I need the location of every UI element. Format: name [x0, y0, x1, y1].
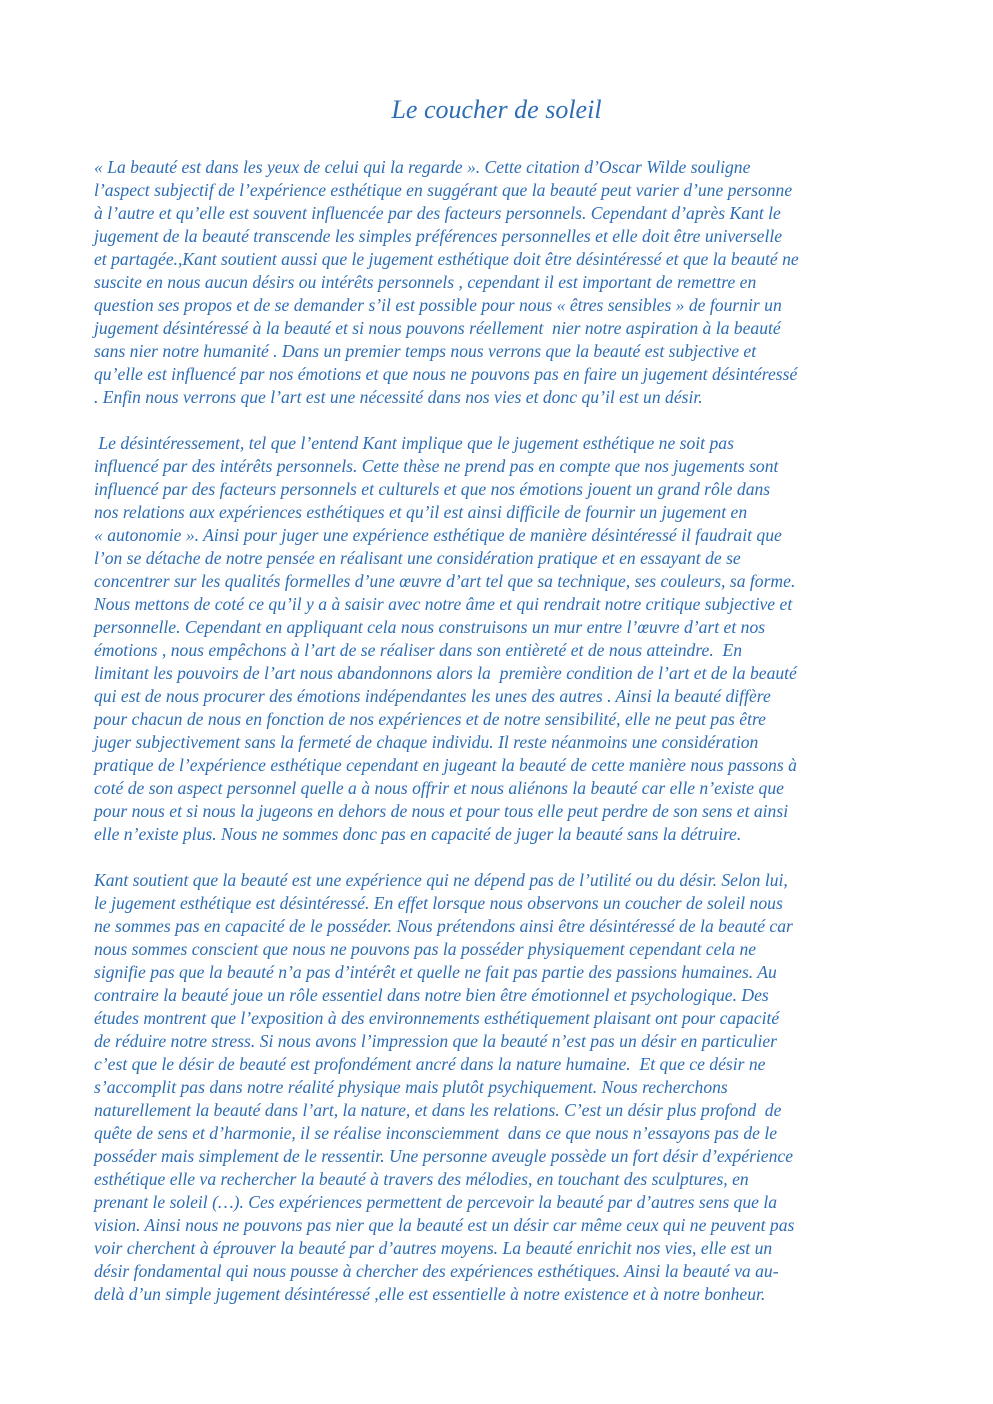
text-line: suscite en nous aucun désirs ou intérêts personnels , cependant il est important de remettre en	[94, 272, 757, 292]
text-line: elle n’existe plus. Nous ne sommes donc pas en capacité de juger la beauté sans la détruire.	[94, 824, 742, 844]
text-line: le jugement esthétique est désintéressé. En effet lorsque nous observons un coucher de soleil nous	[94, 893, 783, 913]
text-line: jugement désintéressé à la beauté et si nous pouvons réellement nier notre aspiration à la beauté	[94, 318, 781, 338]
text-line: influencé par des intérêts personnels. Cette thèse ne prend pas en compte que nos jugements sont	[94, 456, 779, 476]
text-line: pour nous et si nous la jugeons en dehors de nous et pour tous elle peut perdre de son sens et ainsi	[94, 801, 789, 821]
paragraph-introduction	[94, 156, 894, 409]
text-line: vision. Ainsi nous ne pouvons pas nier que la beauté est un désir car même ceux qui ne peuvent pas	[94, 1215, 795, 1235]
text-line: l’on se détache de notre pensée en réalisant une considération pratique et en essayant de se	[94, 548, 741, 568]
text-line: question ses propos et de se demander s’il est possible pour nous « êtres sensibles » de fournir un	[94, 295, 782, 315]
text-line: Nous mettons de coté ce qu’il y a à saisir avec notre âme et qui rendrait notre critique subjective et	[94, 594, 793, 614]
text-line: de réduire notre stress. Si nous avons l’impression que la beauté n’est pas un désir en particulier	[94, 1031, 777, 1051]
text-line: s’accomplit pas dans notre réalité physique mais plutôt psychiquement. Nous recherchons	[94, 1077, 728, 1097]
text-line: Le désintéressement, tel que l’entend Kant implique que le jugement esthétique ne soit pas	[94, 433, 734, 453]
text-line: prenant le soleil (…). Ces expériences permettent de percevoir la beauté par d’autres sens que la	[94, 1192, 778, 1212]
text-line: delà d’un simple jugement désintéressé ,elle est essentielle à notre existence et à notre bonheur.	[94, 1284, 766, 1304]
text-line: sans nier notre humanité . Dans un premier temps nous verrons que la beauté est subjective et	[94, 341, 757, 361]
text-line: émotions , nous empêchons à l’art de se réaliser dans son entièreté et de nous atteindre. En	[94, 640, 743, 660]
text-line: . Enfin nous verrons que l’art est une nécessité dans nos vies et donc qu’il est un désir.	[94, 387, 703, 407]
text-line: ne sommes pas en capacité de le posséder. Nous prétendons ainsi être désintéressé de la beauté car	[94, 916, 793, 936]
text-line: c’est que le désir de beauté est profondément ancré dans la nature humaine. Et que ce désir ne	[94, 1054, 766, 1074]
text-line: Kant soutient que la beauté est une expérience qui ne dépend pas de l’utilité ou du désir. Selon lui,	[94, 870, 788, 890]
text-line: quête de sens et d’harmonie, il se réalise inconsciemment dans ce que nous n’essayons pas de le	[94, 1123, 778, 1143]
text-line: nous sommes conscient que nous ne pouvons pas la posséder physiquement cependant cela ne	[94, 939, 757, 959]
text-line: « La beauté est dans les yeux de celui qui la regarde ». Cette citation d’Oscar Wilde souligne	[94, 157, 751, 177]
text-line: qui est de nous procurer des émotions indépendantes les unes des autres . Ainsi la beauté diffère	[94, 686, 771, 706]
paragraph-disinterest	[94, 432, 894, 846]
text-line: l’aspect subjectif de l’expérience esthétique en suggérant que la beauté peut varier d’une personne	[94, 180, 793, 200]
text-line: personnelle. Cependant en appliquant cela nous construisons un mur entre l’œuvre d’art et nos	[94, 617, 766, 637]
text-line: voir cherchent à éprouver la beauté par d’autres moyens. La beauté enrichit nos vies, elle est un	[94, 1238, 773, 1258]
text-line: jugement de la beauté transcende les simples préférences personnelles et elle doit être universelle	[94, 226, 783, 246]
text-line: juger subjectivement sans la fermeté de chaque individu. Il reste néanmoins une considération	[94, 732, 759, 752]
text-line: pratique de l’expérience esthétique cependant en jugeant la beauté de cette manière nous passons à	[94, 755, 797, 775]
text-line: esthétique elle va rechercher la beauté à travers des mélodies, en touchant des sculptures, en	[94, 1169, 749, 1189]
text-line: à l’autre et qu’elle est souvent influencée par des facteurs personnels. Cependant d’après Kant le	[94, 203, 781, 223]
text-line: influencé par des facteurs personnels et culturels et que nos émotions jouent un grand rôle dans	[94, 479, 771, 499]
text-line: coté de son aspect personnel quelle a à nous offrir et nous aliénons la beauté car elle n’existe que	[94, 778, 784, 798]
text-line: concentrer sur les qualités formelles d’une œuvre d’art tel que sa technique, ses couleurs, sa forme.	[94, 571, 796, 591]
text-line: posséder mais simplement de le ressentir. Une personne aveugle possède un fort désir d’expérience	[94, 1146, 794, 1166]
text-line: pour chacun de nous en fonction de nos expériences et de notre sensibilité, elle ne peut pas être	[94, 709, 766, 729]
text-line: études montrent que l’exposition à des environnements esthétiquement plaisant ont pour capacité	[94, 1008, 780, 1028]
document-title: Le coucher de soleil	[391, 95, 602, 124]
text-line: signifie pas que la beauté n’a pas d’intérêt et quelle ne fait pas partie des passions humaines. Au	[94, 962, 777, 982]
text-line: limitant les pouvoirs de l’art nous abandonnons alors la première condition de l’art et de la beauté	[94, 663, 797, 683]
text-line: nos relations aux expériences esthétiques et qu’il est ainsi difficile de fournir un jugement en	[94, 502, 748, 522]
paragraph-desire	[94, 869, 894, 1306]
text-line: et partagée.,Kant soutient aussi que le jugement esthétique doit être désintéressé et que la beauté ne	[94, 249, 799, 269]
text-line: contraire la beauté joue un rôle essentiel dans notre bien être émotionnel et psychologique. Des	[94, 985, 769, 1005]
text-line: naturellement la beauté dans l’art, la nature, et dans les relations. C’est un désir plus profond de	[94, 1100, 782, 1120]
text-line: « autonomie ». Ainsi pour juger une expérience esthétique de manière désintéressé il faudrait que	[94, 525, 782, 545]
text-line: qu’elle est influencé par nos émotions et que nous ne pouvons pas en faire un jugement désintéressé	[94, 364, 798, 384]
text-line: désir fondamental qui nous pousse à chercher des expériences esthétiques. Ainsi la beauté va au-	[94, 1261, 779, 1281]
